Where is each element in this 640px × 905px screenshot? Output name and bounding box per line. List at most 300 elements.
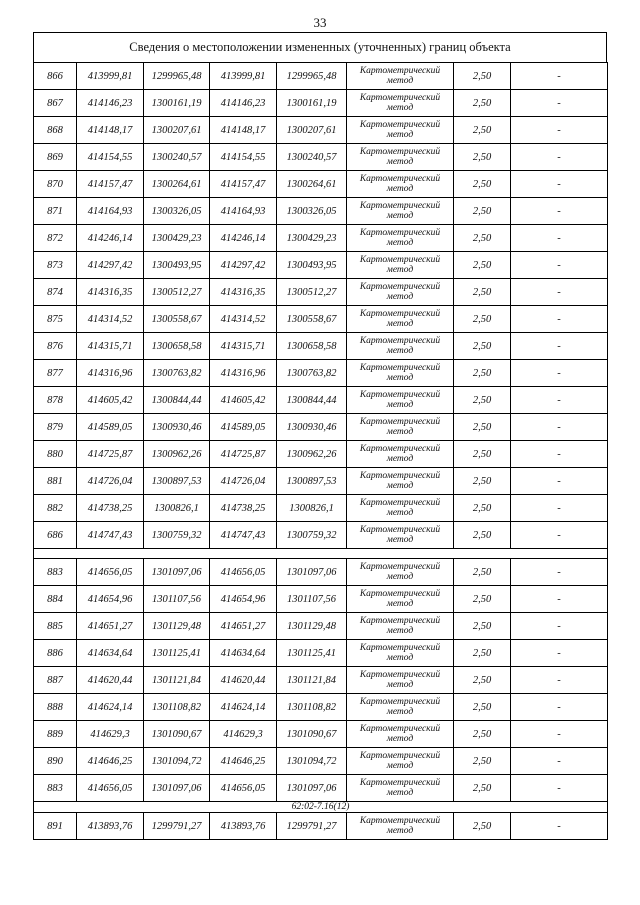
existing-y-cell: 1300759,32 bbox=[144, 522, 210, 549]
existing-x-cell: 413999,81 bbox=[77, 63, 144, 90]
method-cell bbox=[347, 559, 454, 586]
method-cell bbox=[347, 90, 454, 117]
description-cell: - bbox=[511, 360, 608, 387]
existing-y-cell: 1300962,26 bbox=[144, 441, 210, 468]
description-cell: - bbox=[511, 90, 608, 117]
point-number-cell: 872 bbox=[34, 225, 77, 252]
description-cell: - bbox=[511, 63, 608, 90]
refined-x-cell: 414316,96 bbox=[210, 360, 277, 387]
accuracy-cell: 2,50 bbox=[454, 171, 511, 198]
refined-x-cell: 414747,43 bbox=[210, 522, 277, 549]
refined-y-cell: 1300240,57 bbox=[277, 144, 347, 171]
method-line-2: метод bbox=[386, 626, 414, 636]
table-row bbox=[34, 63, 608, 90]
table-row bbox=[34, 171, 608, 198]
refined-y-cell: 1300429,23 bbox=[277, 225, 347, 252]
accuracy-cell: 2,50 bbox=[454, 252, 511, 279]
existing-y-cell: 1301121,84 bbox=[144, 667, 210, 694]
existing-x-cell: 414656,05 bbox=[77, 775, 144, 802]
refined-y-cell: 1300759,32 bbox=[277, 522, 347, 549]
description-cell: - bbox=[511, 414, 608, 441]
coordinates-table bbox=[33, 62, 608, 840]
existing-x-cell: 414154,55 bbox=[77, 144, 144, 171]
existing-y-cell: 1300897,53 bbox=[144, 468, 210, 495]
existing-x-cell: 414146,23 bbox=[77, 90, 144, 117]
refined-x-cell: 414297,42 bbox=[210, 252, 277, 279]
accuracy-cell: 2,50 bbox=[454, 522, 511, 549]
refined-x-cell: 413893,76 bbox=[210, 813, 277, 840]
method-line-2: метод bbox=[386, 76, 414, 86]
page-number: 33 bbox=[313, 15, 327, 30]
existing-x-cell: 414725,87 bbox=[77, 441, 144, 468]
refined-y-cell: 1300826,1 bbox=[277, 495, 347, 522]
refined-x-cell: 414651,27 bbox=[210, 613, 277, 640]
method-cell bbox=[347, 333, 454, 360]
existing-y-cell: 1300264,61 bbox=[144, 171, 210, 198]
refined-y-cell: 1300512,27 bbox=[277, 279, 347, 306]
method-line-2: метод bbox=[386, 826, 414, 836]
refined-y-cell: 1301094,72 bbox=[277, 748, 347, 775]
refined-y-cell: 1300897,53 bbox=[277, 468, 347, 495]
refined-y-cell: 1300962,26 bbox=[277, 441, 347, 468]
table-row bbox=[34, 387, 608, 414]
accuracy-cell: 2,50 bbox=[454, 333, 511, 360]
table-row bbox=[34, 721, 608, 748]
refined-x-cell: 414726,04 bbox=[210, 468, 277, 495]
accuracy-cell: 2,50 bbox=[454, 694, 511, 721]
description-cell: - bbox=[511, 171, 608, 198]
description-cell: - bbox=[511, 279, 608, 306]
method-line-2: метод bbox=[386, 599, 414, 609]
refined-x-cell: 414738,25 bbox=[210, 495, 277, 522]
description-cell: - bbox=[511, 640, 608, 667]
spacer-cell bbox=[34, 549, 608, 559]
method-line-1: Картометрический bbox=[359, 471, 441, 481]
accuracy-cell: 2,50 bbox=[454, 306, 511, 333]
refined-y-cell: 1301097,06 bbox=[277, 775, 347, 802]
method-line-1: Картометрический bbox=[359, 562, 441, 572]
method-cell bbox=[347, 694, 454, 721]
method-line-1: Картометрический bbox=[359, 444, 441, 454]
method-line-1: Картометрический bbox=[359, 751, 441, 761]
description-cell: - bbox=[511, 495, 608, 522]
accuracy-cell: 2,50 bbox=[454, 225, 511, 252]
existing-y-cell: 1300429,23 bbox=[144, 225, 210, 252]
description-cell: - bbox=[511, 694, 608, 721]
accuracy-cell: 2,50 bbox=[454, 748, 511, 775]
method-line-2: метод bbox=[386, 680, 414, 690]
refined-x-cell: 414629,3 bbox=[210, 721, 277, 748]
method-cell bbox=[347, 721, 454, 748]
table-row bbox=[34, 360, 608, 387]
existing-x-cell: 414316,96 bbox=[77, 360, 144, 387]
point-number-cell: 883 bbox=[34, 775, 77, 802]
refined-x-cell: 414634,64 bbox=[210, 640, 277, 667]
existing-y-cell: 1300763,82 bbox=[144, 360, 210, 387]
refined-y-cell: 1300326,05 bbox=[277, 198, 347, 225]
point-number-cell: 871 bbox=[34, 198, 77, 225]
method-line-2: метод bbox=[386, 653, 414, 663]
description-cell: - bbox=[511, 252, 608, 279]
refined-y-cell: 1300658,58 bbox=[277, 333, 347, 360]
description-cell: - bbox=[511, 748, 608, 775]
refined-x-cell: 414314,52 bbox=[210, 306, 277, 333]
existing-y-cell: 1301108,82 bbox=[144, 694, 210, 721]
existing-y-cell: 1301094,72 bbox=[144, 748, 210, 775]
existing-y-cell: 1301097,06 bbox=[144, 559, 210, 586]
method-line-1: Картометрический bbox=[359, 697, 441, 707]
description-cell: - bbox=[511, 144, 608, 171]
method-line-2: метод bbox=[386, 400, 414, 410]
existing-y-cell: 1301125,41 bbox=[144, 640, 210, 667]
existing-y-cell: 1300844,44 bbox=[144, 387, 210, 414]
refined-x-cell: 414316,35 bbox=[210, 279, 277, 306]
existing-y-cell: 1299791,27 bbox=[144, 813, 210, 840]
accuracy-cell: 2,50 bbox=[454, 387, 511, 414]
method-line-2: метод bbox=[386, 788, 414, 798]
method-line-2: метод bbox=[386, 130, 414, 140]
description-cell: - bbox=[511, 117, 608, 144]
method-line-2: метод bbox=[386, 427, 414, 437]
existing-y-cell: 1301107,56 bbox=[144, 586, 210, 613]
accuracy-cell: 2,50 bbox=[454, 586, 511, 613]
method-line-2: метод bbox=[386, 292, 414, 302]
method-line-2: метод bbox=[386, 184, 414, 194]
refined-y-cell: 1300264,61 bbox=[277, 171, 347, 198]
refined-x-cell: 414157,47 bbox=[210, 171, 277, 198]
accuracy-cell: 2,50 bbox=[454, 468, 511, 495]
method-cell bbox=[347, 360, 454, 387]
method-line-1: Картометрический bbox=[359, 255, 441, 265]
existing-x-cell: 414316,35 bbox=[77, 279, 144, 306]
table-row bbox=[34, 694, 608, 721]
existing-y-cell: 1301129,48 bbox=[144, 613, 210, 640]
table-spacer-group bbox=[34, 549, 608, 559]
method-line-2: метод bbox=[386, 103, 414, 113]
accuracy-cell: 2,50 bbox=[454, 63, 511, 90]
method-line-1: Картометрический bbox=[359, 174, 441, 184]
section-row bbox=[34, 802, 608, 813]
table-body-group-b bbox=[34, 559, 608, 802]
method-cell bbox=[347, 225, 454, 252]
accuracy-cell: 2,50 bbox=[454, 198, 511, 225]
table-row bbox=[34, 225, 608, 252]
description-cell: - bbox=[511, 468, 608, 495]
table-row bbox=[34, 414, 608, 441]
table-row bbox=[34, 586, 608, 613]
refined-x-cell: 414148,17 bbox=[210, 117, 277, 144]
method-line-1: Картометрический bbox=[359, 498, 441, 508]
accuracy-cell: 2,50 bbox=[454, 441, 511, 468]
point-number-cell: 885 bbox=[34, 613, 77, 640]
method-line-1: Картометрический bbox=[359, 309, 441, 319]
refined-y-cell: 1301108,82 bbox=[277, 694, 347, 721]
method-line-1: Картометрический bbox=[359, 670, 441, 680]
refined-x-cell: 414624,14 bbox=[210, 694, 277, 721]
method-line-2: метод bbox=[386, 454, 414, 464]
accuracy-cell: 2,50 bbox=[454, 775, 511, 802]
section-label: 62:02-7.16(12) bbox=[34, 802, 608, 813]
method-line-2: метод bbox=[386, 373, 414, 383]
accuracy-cell: 2,50 bbox=[454, 667, 511, 694]
method-cell bbox=[347, 414, 454, 441]
method-cell bbox=[347, 441, 454, 468]
point-number-cell: 867 bbox=[34, 90, 77, 117]
method-line-1: Картометрический bbox=[359, 66, 441, 76]
refined-y-cell: 1300207,61 bbox=[277, 117, 347, 144]
method-line-1: Картометрический bbox=[359, 589, 441, 599]
method-cell bbox=[347, 586, 454, 613]
method-line-1: Картометрический bbox=[359, 147, 441, 157]
existing-y-cell: 1300658,58 bbox=[144, 333, 210, 360]
method-cell bbox=[347, 63, 454, 90]
table-row bbox=[34, 144, 608, 171]
existing-x-cell: 414246,14 bbox=[77, 225, 144, 252]
table-row bbox=[34, 198, 608, 225]
existing-y-cell: 1301090,67 bbox=[144, 721, 210, 748]
method-cell bbox=[347, 667, 454, 694]
point-number-cell: 874 bbox=[34, 279, 77, 306]
table-row bbox=[34, 748, 608, 775]
method-line-1: Картометрический bbox=[359, 390, 441, 400]
refined-y-cell: 1301107,56 bbox=[277, 586, 347, 613]
description-cell: - bbox=[511, 198, 608, 225]
method-line-2: метод bbox=[386, 265, 414, 275]
method-line-2: метод bbox=[386, 734, 414, 744]
table-row bbox=[34, 495, 608, 522]
description-cell: - bbox=[511, 225, 608, 252]
method-line-1: Картометрический bbox=[359, 525, 441, 535]
method-cell bbox=[347, 387, 454, 414]
existing-x-cell: 414157,47 bbox=[77, 171, 144, 198]
method-line-2: метод bbox=[386, 761, 414, 771]
method-cell bbox=[347, 495, 454, 522]
description-cell: - bbox=[511, 522, 608, 549]
method-cell bbox=[347, 144, 454, 171]
point-number-cell: 873 bbox=[34, 252, 77, 279]
method-line-1: Картометрический bbox=[359, 93, 441, 103]
point-number-cell: 869 bbox=[34, 144, 77, 171]
method-cell bbox=[347, 640, 454, 667]
table-caption: Сведения о местоположении измененных (уточненных) границ объекта bbox=[33, 32, 607, 62]
point-number-cell: 886 bbox=[34, 640, 77, 667]
description-cell: - bbox=[511, 387, 608, 414]
existing-x-cell: 414605,42 bbox=[77, 387, 144, 414]
point-number-cell: 870 bbox=[34, 171, 77, 198]
existing-x-cell: 414148,17 bbox=[77, 117, 144, 144]
accuracy-cell: 2,50 bbox=[454, 279, 511, 306]
existing-x-cell: 414634,64 bbox=[77, 640, 144, 667]
table-row bbox=[34, 559, 608, 586]
table-row bbox=[34, 117, 608, 144]
point-number-cell: 868 bbox=[34, 117, 77, 144]
existing-y-cell: 1299965,48 bbox=[144, 63, 210, 90]
method-line-2: метод bbox=[386, 707, 414, 717]
refined-x-cell: 414589,05 bbox=[210, 414, 277, 441]
refined-y-cell: 1300930,46 bbox=[277, 414, 347, 441]
existing-x-cell: 414624,14 bbox=[77, 694, 144, 721]
accuracy-cell: 2,50 bbox=[454, 813, 511, 840]
refined-y-cell: 1300558,67 bbox=[277, 306, 347, 333]
existing-x-cell: 414651,27 bbox=[77, 613, 144, 640]
table-section-group bbox=[34, 802, 608, 813]
method-cell bbox=[347, 117, 454, 144]
description-cell: - bbox=[511, 775, 608, 802]
existing-x-cell: 414315,71 bbox=[77, 333, 144, 360]
table-row bbox=[34, 640, 608, 667]
existing-y-cell: 1300207,61 bbox=[144, 117, 210, 144]
existing-y-cell: 1300512,27 bbox=[144, 279, 210, 306]
existing-x-cell: 414656,05 bbox=[77, 559, 144, 586]
existing-y-cell: 1300240,57 bbox=[144, 144, 210, 171]
method-line-2: метод bbox=[386, 481, 414, 491]
existing-y-cell: 1300326,05 bbox=[144, 198, 210, 225]
point-number-cell: 879 bbox=[34, 414, 77, 441]
boundary-table-sheet bbox=[33, 32, 607, 840]
existing-y-cell: 1300558,67 bbox=[144, 306, 210, 333]
method-line-2: метод bbox=[386, 346, 414, 356]
table-body-group-c bbox=[34, 813, 608, 840]
method-cell bbox=[347, 748, 454, 775]
refined-y-cell: 1300844,44 bbox=[277, 387, 347, 414]
table-row bbox=[34, 333, 608, 360]
existing-y-cell: 1300161,19 bbox=[144, 90, 210, 117]
table-row bbox=[34, 306, 608, 333]
method-cell bbox=[347, 306, 454, 333]
method-line-2: метод bbox=[386, 319, 414, 329]
accuracy-cell: 2,50 bbox=[454, 721, 511, 748]
description-cell: - bbox=[511, 441, 608, 468]
existing-x-cell: 414738,25 bbox=[77, 495, 144, 522]
method-line-1: Картометрический bbox=[359, 363, 441, 373]
description-cell: - bbox=[511, 613, 608, 640]
refined-x-cell: 414656,05 bbox=[210, 775, 277, 802]
accuracy-cell: 2,50 bbox=[454, 117, 511, 144]
refined-x-cell: 414246,14 bbox=[210, 225, 277, 252]
method-line-1: Картометрический bbox=[359, 724, 441, 734]
table-row bbox=[34, 279, 608, 306]
existing-x-cell: 414297,42 bbox=[77, 252, 144, 279]
existing-x-cell: 414164,93 bbox=[77, 198, 144, 225]
existing-x-cell: 414314,52 bbox=[77, 306, 144, 333]
method-cell bbox=[347, 468, 454, 495]
refined-y-cell: 1301129,48 bbox=[277, 613, 347, 640]
existing-x-cell: 413893,76 bbox=[77, 813, 144, 840]
existing-x-cell: 414646,25 bbox=[77, 748, 144, 775]
description-cell: - bbox=[511, 559, 608, 586]
method-line-1: Картометрический bbox=[359, 120, 441, 130]
table-row bbox=[34, 252, 608, 279]
method-cell bbox=[347, 252, 454, 279]
existing-x-cell: 414747,43 bbox=[77, 522, 144, 549]
table-row bbox=[34, 775, 608, 802]
refined-x-cell: 414725,87 bbox=[210, 441, 277, 468]
description-cell: - bbox=[511, 586, 608, 613]
method-line-1: Картометрический bbox=[359, 417, 441, 427]
method-line-2: метод bbox=[386, 157, 414, 167]
table-row bbox=[34, 667, 608, 694]
method-line-1: Картометрический bbox=[359, 282, 441, 292]
table-row bbox=[34, 441, 608, 468]
accuracy-cell: 2,50 bbox=[454, 559, 511, 586]
method-line-1: Картометрический bbox=[359, 228, 441, 238]
existing-y-cell: 1300930,46 bbox=[144, 414, 210, 441]
existing-y-cell: 1301097,06 bbox=[144, 775, 210, 802]
method-line-2: метод bbox=[386, 535, 414, 545]
refined-x-cell: 413999,81 bbox=[210, 63, 277, 90]
existing-x-cell: 414654,96 bbox=[77, 586, 144, 613]
refined-y-cell: 1299965,48 bbox=[277, 63, 347, 90]
table-row bbox=[34, 90, 608, 117]
refined-y-cell: 1301090,67 bbox=[277, 721, 347, 748]
point-number-cell: 866 bbox=[34, 63, 77, 90]
description-cell: - bbox=[511, 721, 608, 748]
method-cell bbox=[347, 522, 454, 549]
method-cell bbox=[347, 813, 454, 840]
method-line-1: Картометрический bbox=[359, 643, 441, 653]
table-row bbox=[34, 468, 608, 495]
point-number-cell: 882 bbox=[34, 495, 77, 522]
method-cell bbox=[347, 775, 454, 802]
method-line-2: метод bbox=[386, 211, 414, 221]
method-line-1: Картометрический bbox=[359, 201, 441, 211]
method-cell bbox=[347, 613, 454, 640]
refined-x-cell: 414605,42 bbox=[210, 387, 277, 414]
method-line-2: метод bbox=[386, 508, 414, 518]
accuracy-cell: 2,50 bbox=[454, 90, 511, 117]
point-number-cell: 889 bbox=[34, 721, 77, 748]
refined-x-cell: 414656,05 bbox=[210, 559, 277, 586]
refined-x-cell: 414164,93 bbox=[210, 198, 277, 225]
point-number-cell: 686 bbox=[34, 522, 77, 549]
point-number-cell: 875 bbox=[34, 306, 77, 333]
point-number-cell: 887 bbox=[34, 667, 77, 694]
method-line-2: метод bbox=[386, 572, 414, 582]
accuracy-cell: 2,50 bbox=[454, 144, 511, 171]
refined-y-cell: 1300161,19 bbox=[277, 90, 347, 117]
method-cell bbox=[347, 198, 454, 225]
spacer-row bbox=[34, 549, 608, 559]
refined-y-cell: 1301097,06 bbox=[277, 559, 347, 586]
accuracy-cell: 2,50 bbox=[454, 640, 511, 667]
refined-y-cell: 1300763,82 bbox=[277, 360, 347, 387]
description-cell: - bbox=[511, 667, 608, 694]
description-cell: - bbox=[511, 306, 608, 333]
accuracy-cell: 2,50 bbox=[454, 360, 511, 387]
refined-y-cell: 1299791,27 bbox=[277, 813, 347, 840]
accuracy-cell: 2,50 bbox=[454, 613, 511, 640]
accuracy-cell: 2,50 bbox=[454, 414, 511, 441]
existing-y-cell: 1300493,95 bbox=[144, 252, 210, 279]
point-number-cell: 883 bbox=[34, 559, 77, 586]
description-cell: - bbox=[511, 813, 608, 840]
point-number-cell: 890 bbox=[34, 748, 77, 775]
method-cell bbox=[347, 279, 454, 306]
point-number-cell: 876 bbox=[34, 333, 77, 360]
method-line-2: метод bbox=[386, 238, 414, 248]
refined-y-cell: 1300493,95 bbox=[277, 252, 347, 279]
table-row bbox=[34, 522, 608, 549]
point-number-cell: 891 bbox=[34, 813, 77, 840]
point-number-cell: 878 bbox=[34, 387, 77, 414]
table-row bbox=[34, 813, 608, 840]
refined-x-cell: 414154,55 bbox=[210, 144, 277, 171]
point-number-cell: 877 bbox=[34, 360, 77, 387]
method-line-1: Картометрический bbox=[359, 616, 441, 626]
method-line-1: Картометрический bbox=[359, 816, 441, 826]
refined-y-cell: 1301125,41 bbox=[277, 640, 347, 667]
point-number-cell: 880 bbox=[34, 441, 77, 468]
